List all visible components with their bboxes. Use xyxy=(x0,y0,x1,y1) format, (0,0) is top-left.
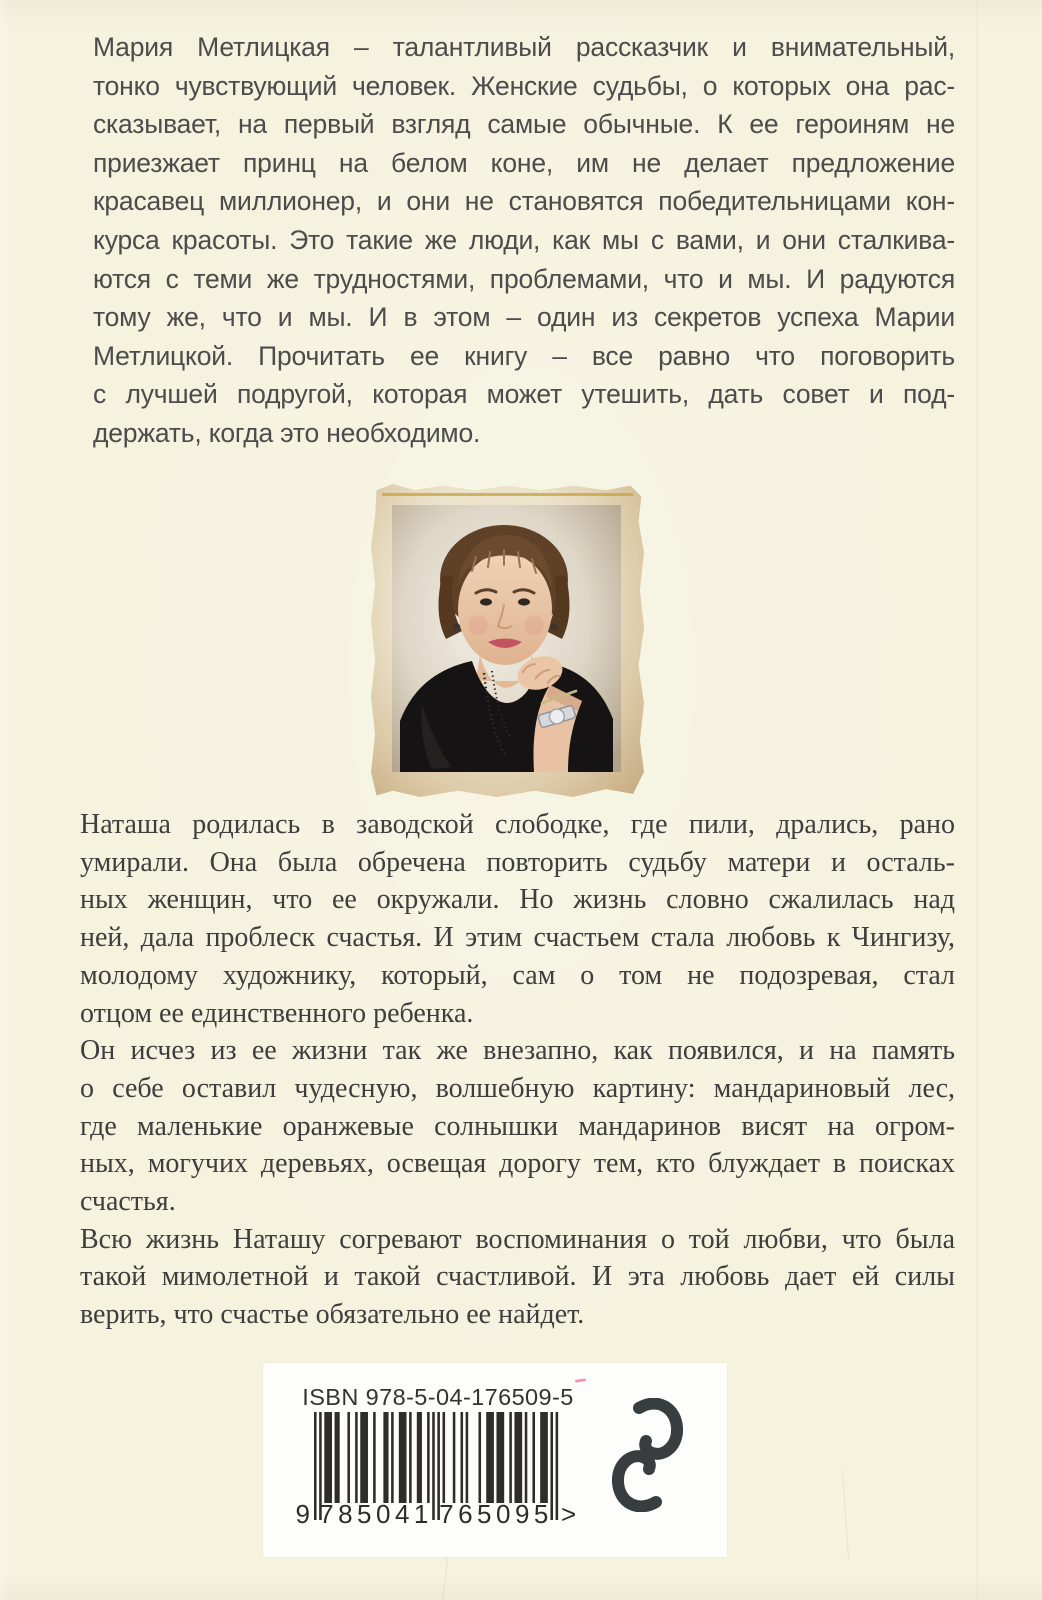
intro-paragraph xyxy=(93,28,955,453)
story-line: умирали. Она была обречена повторить судьбу матери и осталь- xyxy=(80,846,955,878)
intro-line: держать, когда это необходимо. xyxy=(93,417,481,448)
story-line: молодому художнику, который, сам о том не подозревая, стал xyxy=(80,959,955,991)
barcode-digits-group1: 785041 xyxy=(319,1499,433,1529)
intro-line: тонко чувствующий человек. Женские судьбы, о которых она рас- xyxy=(93,70,955,101)
intro-line: сказывает, на первый взгляд самые обычные. К ее героиням не xyxy=(93,109,955,140)
story-line: верить, что счастье обязательно ее найдет. xyxy=(80,1299,585,1331)
story-line: ных, могучих деревьях, освещая дорогу тем, кто блуждает в поисках xyxy=(80,1148,955,1180)
author-portrait xyxy=(392,505,621,772)
story-line: о себе оставил чудесную, волшебную картину: мандариновый лес, xyxy=(80,1072,955,1104)
story-line: Наташа родилась в заводской слободке, где пили, дрались, рано xyxy=(80,809,955,840)
story-line: где маленькие оранжевые солнышки мандаринов висят на огром- xyxy=(80,1110,955,1142)
author-portrait-illustration xyxy=(392,505,621,772)
barcode-suffix: > xyxy=(561,1499,577,1529)
story-line: счастья. xyxy=(80,1186,176,1218)
story-line: такой мимолетной и такой счастливой. И эта любовь дает ей силы xyxy=(80,1261,955,1293)
page-crease xyxy=(842,1470,849,1560)
intro-line: Мария Метлицкая – талантливый рассказчик и внимательный, xyxy=(93,32,955,62)
story-line: ных женщин, что ее окружали. Но жизнь словно сжалилась над xyxy=(80,884,955,916)
author-photo xyxy=(371,484,644,797)
intro-line: приезжает принц на белом коне, им не делает предложение xyxy=(93,147,955,178)
story-line: Он исчез из ее жизни так же внезапно, как появился, и на память xyxy=(80,1035,955,1067)
barcode-digit-first: 9 xyxy=(295,1499,310,1529)
story-line: отцом ее единственного ребенка. xyxy=(80,997,474,1029)
photo-gold-line xyxy=(382,493,633,496)
annotation-text xyxy=(80,806,955,1334)
print-artifact xyxy=(575,1378,586,1382)
intro-line: с лучшей подругой, которая может утешить, дать совет и под- xyxy=(93,379,955,410)
story-line: ней, дала проблеск счастья. И этим счастьем стала любовь к Чингизу, xyxy=(80,922,955,954)
barcode xyxy=(283,1408,593,1530)
isbn-block xyxy=(263,1363,727,1557)
eksmo-logo-icon xyxy=(610,1398,685,1512)
isbn-label: ISBN 978-5-04-176509-5 xyxy=(302,1384,574,1410)
story-line: Всю жизнь Наташу согревают воспоминания о той любви, что была xyxy=(80,1223,955,1255)
barcode-digits-group2: 765095 xyxy=(439,1499,553,1529)
intro-line: Метлицкой. Прочитать ее книгу – все равно что поговорить xyxy=(93,340,955,371)
page-crease xyxy=(977,0,978,1600)
intro-line: курса красоты. Это такие же люди, как мы с вами, и они сталкива- xyxy=(93,224,955,255)
intro-line: тому же, что и мы. И в этом – один из секретов успеха Марии xyxy=(93,302,955,333)
intro-line: красавец миллионер, и они не становятся победительницами кон- xyxy=(93,186,955,217)
intro-line: ются с теми же трудностями, проблемами, что и мы. И радуются xyxy=(93,263,955,294)
